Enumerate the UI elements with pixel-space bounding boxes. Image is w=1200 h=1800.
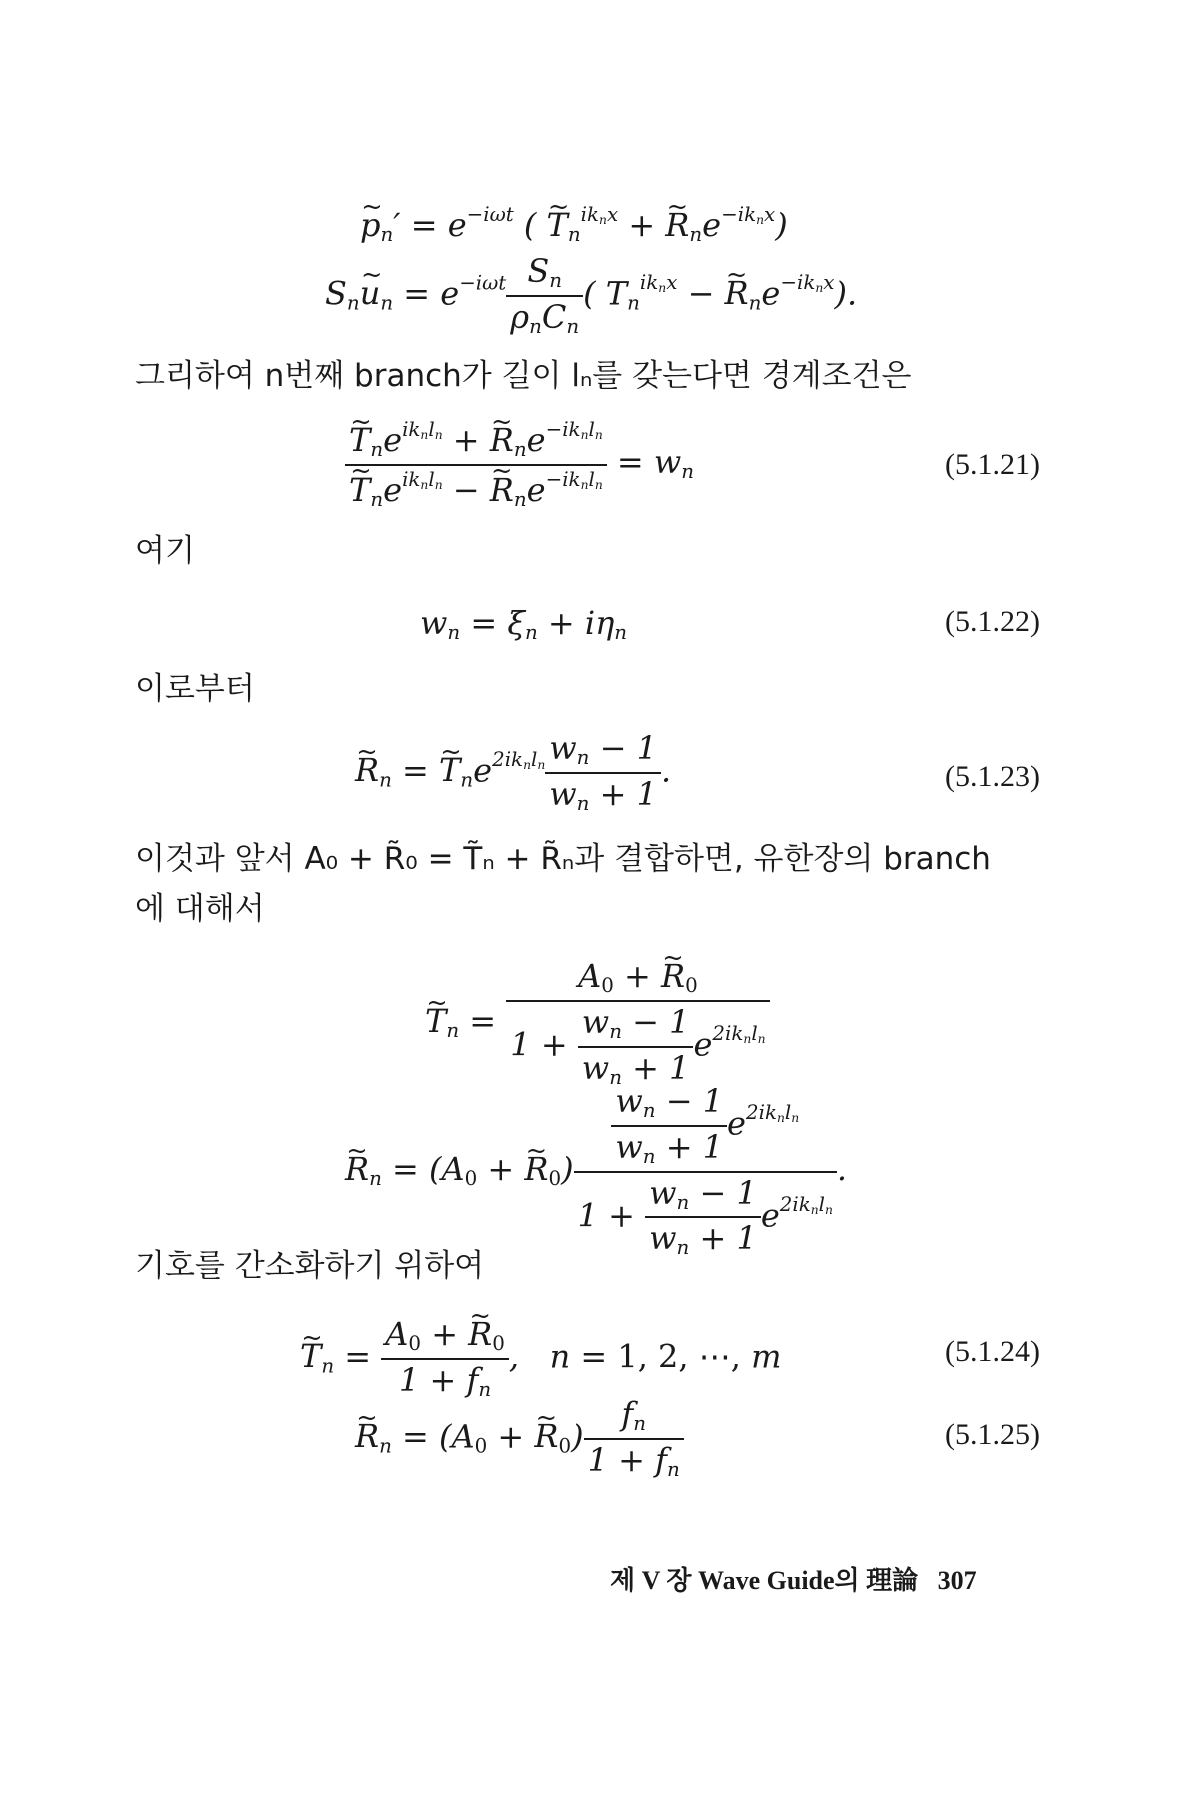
equation-5-1-25: ~ $R_n = (A_0$ + ~ $R_0$) $\frac{f_n}{1 + f_n}$ [355,1398,684,1480]
text-combining: 이것과 앞서 A₀ + R̃₀ = T̃ₙ + R̃ₙ과 결합하면, 유한장의 branch [135,841,991,877]
equation-number-21: (5.1.21) [945,448,1040,481]
equation-5-1-21: ~ $T_ne^{ik_nl_n}$ + ~ $R_ne^{-ik_nl_n}$ ~ $T_ne^{ik_nl_n}$ − ~ $R_ne^{-ik_nl_n}$ = $w_n$ [345,420,694,509]
equation-number-24: (5.1.24) [945,1335,1040,1368]
page-footer [610,1560,977,1597]
equation-5-1-23: ~ $R_n$ = ~ $T_ne^{2ik_nl_n}$ $\frac{w_n - 1}{w_n + 1}$ . [355,732,671,814]
text-here: 여기 [135,533,195,569]
equation-pn: ~ $p_n' = e^{-i\omega t}$ ( ~ $T_n^{ik_nx}$ + ~ $R_ne^{-ik_nx}$) [360,205,788,245]
footer-chapter-title: 제 V 장 Wave Guide의 理論 [610,1566,919,1595]
equation-tn-finite: ~ $T_n$ = $A_0$ + ~ $R_0$ 1 + $\frac{w_n - 1}{w_n + 1}$ $e^{2ik_nl_n}$ [425,960,770,1087]
equation-5-1-22: $w_n = \xi_n + i\eta_n$ [420,604,628,644]
text-from-this: 이로부터 [135,671,255,707]
equation-5-1-24: ~ $T_n$ = $\frac{A_0 + \sim R_0}{1 + f_n}$ , n = 1, 2, ⋯, m [300,1318,781,1400]
text-boundary-intro: 그리하여 n번째 branch가 길이 lₙ를 갖는다면 경계조건은 [135,358,912,394]
text-for-branch: 에 대해서 [135,891,265,927]
equation-rn-finite: ~ $R_n = (A_0$ + ~ $R_0$) $\frac{w_n - 1}{w_n + 1}$ $e^{2ik_nl_n}$ 1 + $\frac{w_n - 1}{w_n + 1}$ $e^{2ik_nl_n}$ . [345,1085,847,1258]
page-number: 307 [937,1566,977,1595]
equation-number-23: (5.1.23) [945,760,1040,793]
equation-number-25: (5.1.25) [945,1418,1040,1451]
equation-snun: $S_n\sim$ $u_n = e^{-i\omega t}$ $\frac{S_n}{\rho_nC_n}$ ( $T_n^{ik_nx}$ − ~ $R_ne^{-ik_nx}$). [325,255,857,337]
equation-number-22: (5.1.22) [945,605,1040,638]
text-simplify: 기호를 간소화하기 위하여 [135,1248,485,1284]
